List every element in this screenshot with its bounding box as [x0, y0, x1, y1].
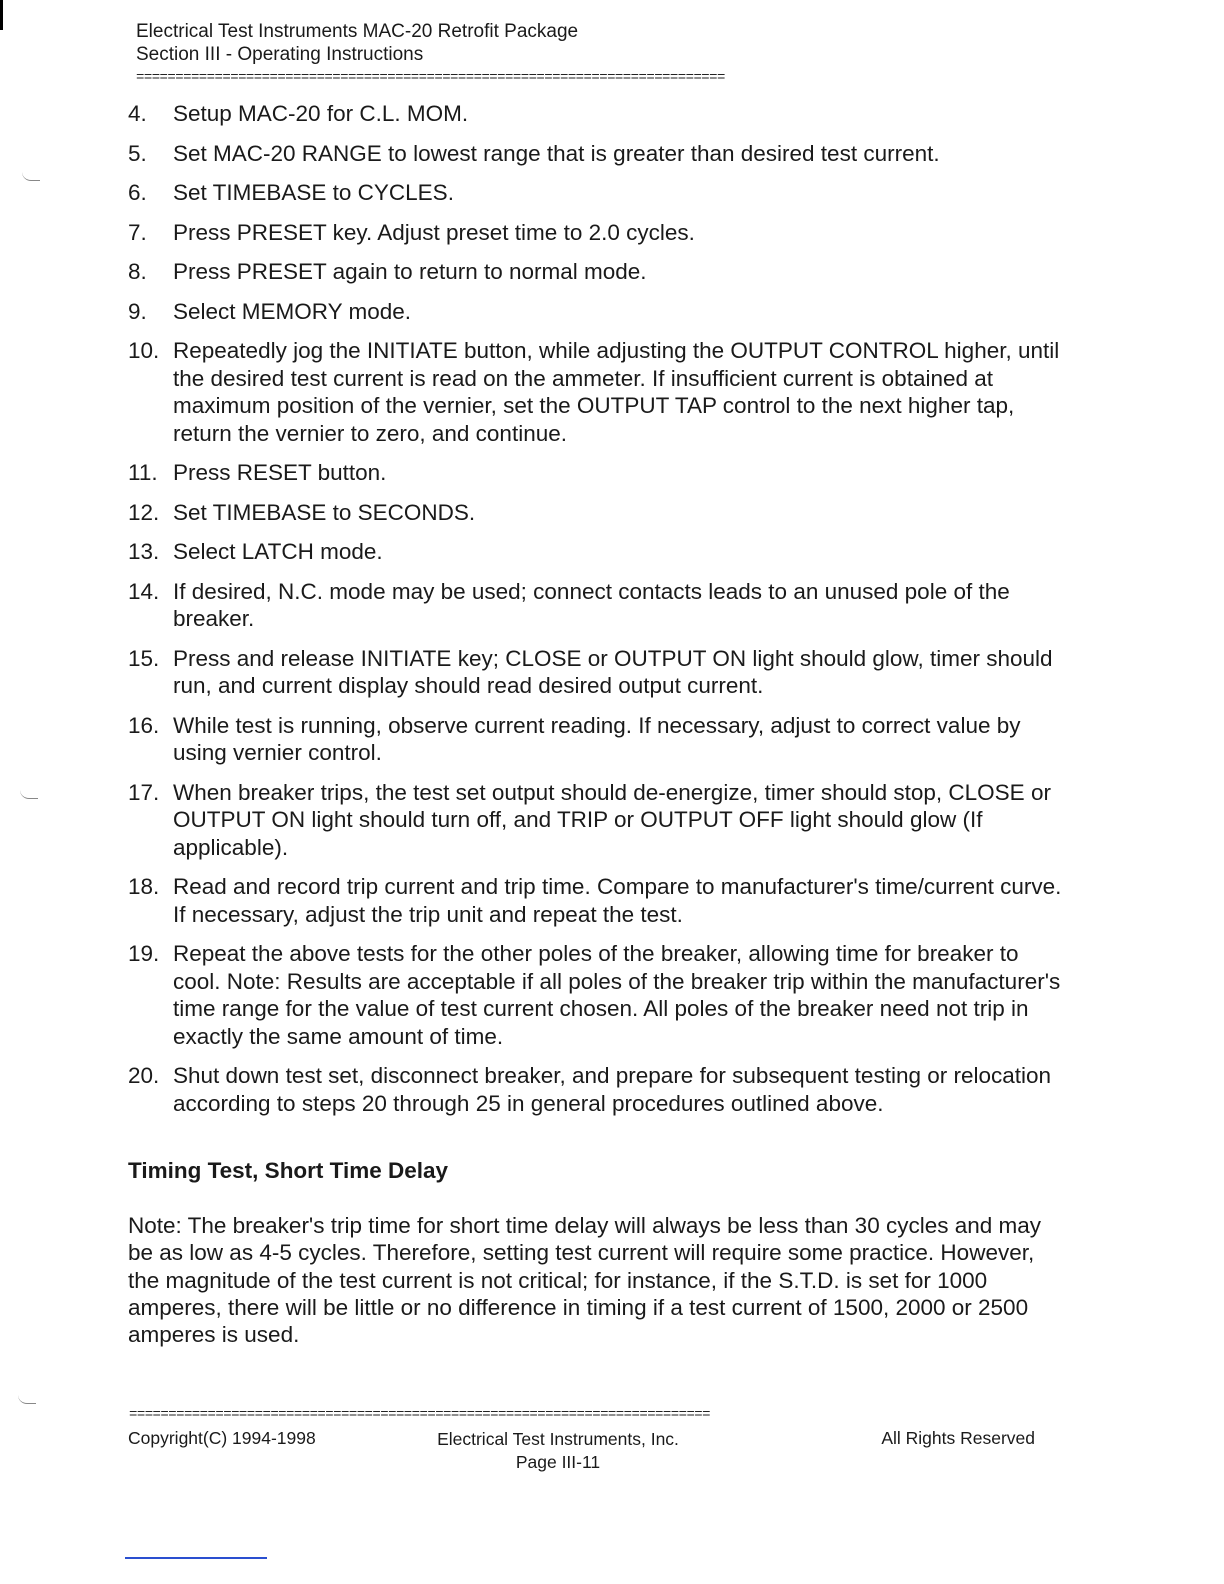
- step-number: 5.: [128, 140, 147, 166]
- step-number: 17.: [128, 779, 160, 805]
- step-text: Press and release INITIATE key; CLOSE or OUTPUT ON light should glow, timer should run, and current display should read desired output current.: [173, 645, 1053, 698]
- step-number: 10.: [128, 338, 160, 363]
- note-paragraph: Note: The breaker's trip time for short time delay will always be less than 30 cycles and may be as low as 4-5 cycles. Therefore, setting test current will require some practice. However, the magnitude of the test current is not critical; for instance, if the S.T.D. is set for 1000 amperes, there will be little or no difference in timing if a test current of 1500, 2000 or 2500 amperes is used.: [128, 1213, 1042, 1348]
- link-underline: [125, 1557, 267, 1559]
- step-number: 11.: [128, 460, 158, 485]
- step-item: [128, 140, 1068, 168]
- step-text: Select MEMORY mode.: [173, 298, 412, 324]
- step-item: [128, 578, 1068, 633]
- section-title: Timing Test, Short Time Delay: [128, 1158, 449, 1183]
- scan-artifact: [18, 1395, 36, 1404]
- footer-company: Electrical Test Instruments, Inc.: [437, 1429, 679, 1449]
- step-item: [128, 179, 1068, 207]
- step-number: 7.: [128, 219, 147, 245]
- step-item: [128, 645, 1068, 700]
- step-number: 14.: [128, 578, 160, 604]
- step-text: Set TIMEBASE to CYCLES.: [173, 180, 454, 205]
- step-text: Repeatedly jog the INITIATE button, while adjusting the OUTPUT CONTROL higher, until the desired test current is read on the ammeter. If insufficient current is obtained at maximum position of the vernier, set the OUTPUT TAP control to the next higher tap, return the vernier to zero, and continue.: [173, 338, 1060, 446]
- step-text: While test is running, observe current reading. If necessary, adjust to correct value by using vernier control.: [173, 712, 1021, 765]
- step-number: 9.: [128, 298, 147, 324]
- step-item: [128, 459, 1068, 487]
- footer-center: [437, 1428, 679, 1474]
- scan-edge-mark: [0, 0, 3, 30]
- footer-page-number: Page III-11: [515, 1452, 601, 1472]
- step-text: Shut down test set, disconnect breaker, and prepare for subsequent testing or relocation according to steps 20 through 25 in general procedures outlined above.: [173, 1063, 1052, 1116]
- step-item: [128, 337, 1068, 447]
- step-item: [128, 258, 1068, 286]
- step-text: If desired, N.C. mode may be used; connect contacts leads to an unused pole of the breaker.: [173, 578, 1010, 631]
- step-number: 6.: [128, 180, 147, 205]
- footer-rule: ==========================================================================: [129, 1407, 711, 1423]
- step-number: 15.: [128, 645, 160, 671]
- step-number: 4.: [128, 101, 147, 126]
- steps-list: [128, 100, 1068, 1129]
- step-item: [128, 100, 1068, 128]
- step-text: When breaker trips, the test set output should de-energize, timer should stop, CLOSE or OUTPUT ON light should turn off, and TRIP or OUTPUT OFF light should glow (If applicable).: [173, 779, 1051, 860]
- step-text: Press RESET button.: [173, 460, 387, 485]
- footer-copyright: Copyright(C) 1994-1998: [128, 1428, 316, 1448]
- step-text: Set MAC-20 RANGE to lowest range that is greater than desired test current.: [173, 140, 940, 166]
- step-text: Select LATCH mode.: [173, 539, 383, 564]
- header-section: Section III - Operating Instructions: [136, 44, 424, 65]
- step-text: Set TIMEBASE to SECONDS.: [173, 499, 476, 525]
- step-number: 19.: [128, 941, 160, 966]
- step-item: [128, 940, 1068, 1050]
- step-text: Press PRESET key. Adjust preset time to 2.0 cycles.: [173, 219, 695, 245]
- step-text: Read and record trip current and trip time. Compare to manufacturer's time/current curve. If necessary, adjust the trip unit and repeat the test.: [173, 874, 1062, 927]
- step-number: 12.: [128, 499, 160, 525]
- step-item: [128, 712, 1068, 767]
- header-title: Electrical Test Instruments MAC-20 Retrofit Package: [136, 21, 579, 42]
- step-number: 16.: [128, 712, 160, 738]
- scan-artifact: [20, 790, 38, 799]
- step-number: 20.: [128, 1063, 160, 1088]
- step-number: 8.: [128, 259, 147, 284]
- header-rule: ===========================================================================: [136, 70, 725, 86]
- step-item: [128, 219, 1068, 247]
- scan-artifact: [22, 172, 40, 181]
- step-item: [128, 1062, 1068, 1117]
- step-item: [128, 538, 1068, 566]
- step-item: [128, 499, 1068, 527]
- step-item: [128, 779, 1068, 862]
- footer-rights: All Rights Reserved: [881, 1428, 1035, 1448]
- step-text: Setup MAC-20 for C.L. MOM.: [173, 101, 469, 126]
- step-text: Repeat the above tests for the other poles of the breaker, allowing time for breaker to cool. Note: Results are acceptable if all poles of the breaker trip within the manufacturer's time range for the value of test current chosen. All poles of the breaker need not trip in exactly the same amount of time.: [173, 941, 1061, 1049]
- step-item: [128, 298, 1068, 326]
- step-text: Press PRESET again to return to normal mode.: [173, 259, 647, 284]
- page-header: [136, 20, 578, 66]
- step-number: 13.: [128, 539, 160, 564]
- step-number: 18.: [128, 874, 160, 899]
- step-item: [128, 873, 1068, 928]
